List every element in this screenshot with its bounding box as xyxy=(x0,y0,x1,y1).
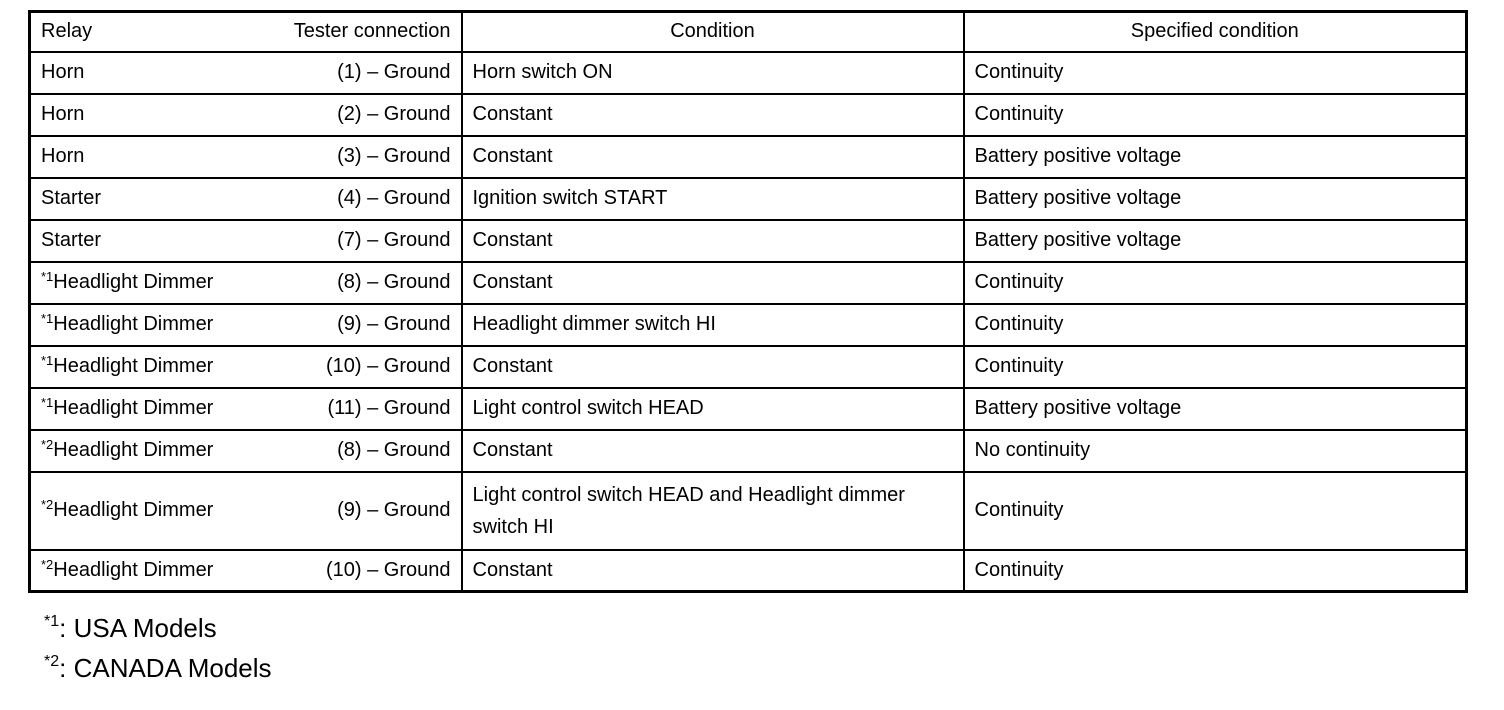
relay-tester-cell xyxy=(30,430,462,472)
tester-connection: (10) – Ground xyxy=(325,558,451,581)
specified-condition-cell: No continuity xyxy=(964,430,1467,472)
model-mark: *1 xyxy=(41,269,54,284)
relay-name xyxy=(41,99,84,130)
specified-condition-cell: Battery positive voltage xyxy=(964,178,1467,220)
condition-cell: Constant xyxy=(462,94,964,136)
relay-name xyxy=(41,555,213,586)
specified-condition-cell: Continuity xyxy=(964,550,1467,592)
specified-condition-cell: Battery positive voltage xyxy=(964,388,1467,430)
condition-cell: Constant xyxy=(462,430,964,472)
tester-connection: (2) – Ground xyxy=(337,103,451,125)
table-body xyxy=(30,52,1467,592)
relay-label: Horn xyxy=(41,145,85,167)
relay-inspection-table xyxy=(28,10,1468,593)
condition-cell: Constant xyxy=(462,550,964,592)
table-row xyxy=(30,472,1467,550)
table-row xyxy=(30,94,1467,136)
tester-connection: (8) – Ground xyxy=(337,271,451,293)
model-mark: *2 xyxy=(41,497,54,512)
footnote-usa xyxy=(44,608,272,648)
footnote-canada xyxy=(44,648,272,688)
condition-cell: Constant xyxy=(462,136,964,178)
table-row xyxy=(30,388,1467,430)
relay-name xyxy=(41,495,213,526)
relay-label: Headlight Dimmer xyxy=(53,397,214,419)
condition-cell: Headlight dimmer switch HI xyxy=(462,304,964,346)
relay-label: Headlight Dimmer xyxy=(53,313,214,335)
relay-tester-cell xyxy=(30,550,462,592)
specified-condition-cell: Continuity xyxy=(964,472,1467,550)
tester-connection: (10) – Ground xyxy=(325,355,451,377)
relay-tester-cell xyxy=(30,472,462,550)
table-row xyxy=(30,430,1467,472)
tester-connection: (8) – Ground xyxy=(337,439,451,461)
relay-name xyxy=(41,267,213,298)
relay-name xyxy=(41,309,213,340)
table-row xyxy=(30,550,1467,592)
specified-condition-cell: Continuity xyxy=(964,52,1467,94)
relay-name xyxy=(41,183,101,214)
table-row xyxy=(30,262,1467,304)
relay-name xyxy=(41,225,101,256)
relay-tester-cell xyxy=(30,262,462,304)
footnote-mark: *2 xyxy=(44,653,60,670)
tester-connection: (4) – Ground xyxy=(337,187,451,209)
relay-name xyxy=(41,393,213,424)
table-header-row xyxy=(30,12,1467,52)
table-row xyxy=(30,178,1467,220)
specified-condition-cell: Continuity xyxy=(964,94,1467,136)
tester-connection: (3) – Ground xyxy=(337,145,451,167)
tester-connection: (7) – Ground xyxy=(337,229,451,251)
condition-cell: Horn switch ON xyxy=(462,52,964,94)
relay-name xyxy=(41,141,84,172)
table-row xyxy=(30,346,1467,388)
header-tester-connection: Tester connection xyxy=(293,20,451,43)
header-relay: Relay xyxy=(41,20,93,43)
relay-label: Starter xyxy=(41,187,102,209)
specified-condition-cell: Continuity xyxy=(964,346,1467,388)
relay-label: Headlight Dimmer xyxy=(53,355,214,377)
relay-label: Horn xyxy=(41,103,85,125)
header-specified-condition: Specified condition xyxy=(964,12,1467,52)
model-mark: *1 xyxy=(41,395,54,410)
relay-tester-cell xyxy=(30,94,462,136)
relay-label: Headlight Dimmer xyxy=(53,439,214,461)
table-row xyxy=(30,220,1467,262)
condition-cell: Ignition switch START xyxy=(462,178,964,220)
tester-connection: (11) – Ground xyxy=(327,397,451,419)
footnote-mark: *1 xyxy=(44,613,60,630)
relay-tester-cell xyxy=(30,178,462,220)
header-condition: Condition xyxy=(462,12,964,52)
specified-condition-cell: Continuity xyxy=(964,262,1467,304)
relay-name xyxy=(41,351,213,382)
relay-label: Starter xyxy=(41,229,102,251)
relay-tester-cell xyxy=(30,52,462,94)
condition-cell: Light control switch HEAD xyxy=(462,388,964,430)
relay-tester-cell xyxy=(30,220,462,262)
relay-label: Headlight Dimmer xyxy=(53,499,214,521)
relay-name xyxy=(41,435,213,466)
condition-cell: Constant xyxy=(462,346,964,388)
relay-tester-cell xyxy=(30,136,462,178)
tester-connection: (9) – Ground xyxy=(337,313,451,335)
model-mark: *1 xyxy=(41,311,54,326)
specified-condition-cell: Continuity xyxy=(964,304,1467,346)
relay-name xyxy=(41,57,84,88)
footnotes xyxy=(44,608,272,688)
relay-tester-cell xyxy=(30,388,462,430)
relay-label: Headlight Dimmer xyxy=(53,558,214,581)
footnote-text: : USA Models xyxy=(59,613,217,643)
model-mark: *2 xyxy=(41,556,54,572)
relay-label: Headlight Dimmer xyxy=(53,271,214,293)
table-row xyxy=(30,52,1467,94)
condition-cell: Light control switch HEAD and Headlight dimmer switch HI xyxy=(462,472,964,550)
model-mark: *1 xyxy=(41,353,54,368)
header-relay-tester xyxy=(30,12,462,52)
condition-cell: Constant xyxy=(462,220,964,262)
footnote-text: : CANADA Models xyxy=(59,653,272,683)
table-row xyxy=(30,136,1467,178)
tester-connection: (1) – Ground xyxy=(337,61,451,83)
table-row xyxy=(30,304,1467,346)
relay-tester-cell xyxy=(30,346,462,388)
relay-tester-cell xyxy=(30,304,462,346)
specified-condition-cell: Battery positive voltage xyxy=(964,136,1467,178)
model-mark: *2 xyxy=(41,437,54,452)
condition-cell: Constant xyxy=(462,262,964,304)
relay-label: Horn xyxy=(41,61,85,83)
specified-condition-cell: Battery positive voltage xyxy=(964,220,1467,262)
tester-connection: (9) – Ground xyxy=(337,499,451,521)
